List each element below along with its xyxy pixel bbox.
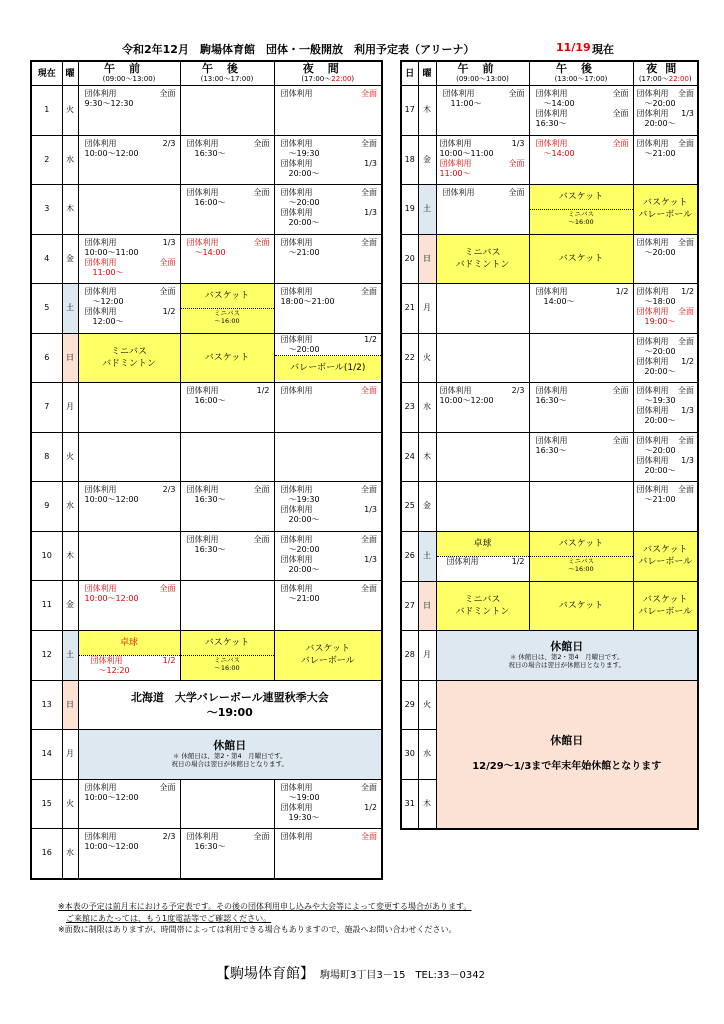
year-end-closed-cell bbox=[436, 680, 698, 829]
morning-cell: 団体利用 全面 10:00～12:00 bbox=[78, 581, 180, 631]
morning-cell: 団体利用 全面 ～12:00 団体利用 1/2 12:00～ bbox=[78, 284, 180, 334]
day-row-27 bbox=[401, 581, 698, 631]
table-header-row bbox=[401, 61, 698, 86]
night-cell: 団体利用 全面 ～21:00 bbox=[274, 234, 382, 284]
day-row-19 bbox=[401, 185, 698, 235]
day-number: 8 bbox=[31, 432, 62, 482]
night-cell: バスケット バレーボール bbox=[633, 581, 698, 631]
schedule-table-right bbox=[400, 60, 699, 830]
weekday: 金 bbox=[62, 234, 78, 284]
day-number: 9 bbox=[31, 482, 62, 532]
notes bbox=[58, 901, 471, 936]
night-cell: 団体利用 全面 ～21:00 bbox=[633, 135, 698, 185]
year-end-note: 12/29～1/3まで年末年始休館となります bbox=[472, 761, 662, 773]
day-row-4 bbox=[31, 234, 382, 284]
closed-title: 休館日 bbox=[213, 739, 247, 753]
table-header-row bbox=[31, 61, 382, 86]
day-row-25 bbox=[401, 482, 698, 532]
day-number: 2 bbox=[31, 135, 62, 185]
day-row-10 bbox=[31, 531, 382, 581]
night-cell: 団体利用 全面 ～19:30 団体利用 1/3 20:00～ bbox=[274, 135, 382, 185]
day-row-9 bbox=[31, 482, 382, 532]
day-number: 12 bbox=[31, 630, 62, 680]
night-cell: 団体利用 全面 ～20:00 団体利用 1/2 20:00～ bbox=[633, 333, 698, 383]
weekday: 日 bbox=[62, 680, 78, 730]
weekday: 日 bbox=[418, 234, 436, 284]
weekday: 土 bbox=[62, 284, 78, 334]
header-afternoon: 午後 (13:00～17:00) bbox=[529, 61, 633, 86]
as-of-label: 現在 bbox=[592, 43, 614, 56]
weekday: 水 bbox=[418, 730, 436, 780]
weekday: 土 bbox=[62, 630, 78, 680]
header-morning: 午前 (09:00～13:00) bbox=[436, 61, 529, 86]
weekday: 木 bbox=[62, 185, 78, 235]
day-number: 15 bbox=[31, 779, 62, 829]
day-row-1 bbox=[31, 86, 382, 136]
weekday: 火 bbox=[62, 779, 78, 829]
afternoon-cell bbox=[529, 482, 633, 532]
day-number: 10 bbox=[31, 531, 62, 581]
day-number: 3 bbox=[31, 185, 62, 235]
weekday: 金 bbox=[418, 482, 436, 532]
morning-cell bbox=[436, 333, 529, 383]
weekday: 水 bbox=[62, 135, 78, 185]
day-row-6 bbox=[31, 333, 382, 383]
afternoon-cell: 団体利用 全面 ～14:00 bbox=[180, 234, 274, 284]
footer bbox=[216, 963, 485, 983]
day-number: 23 bbox=[401, 383, 418, 433]
day-number: 21 bbox=[401, 284, 418, 334]
day-row-3 bbox=[31, 185, 382, 235]
afternoon-cell: 団体利用 全面 ～14:00 bbox=[529, 135, 633, 185]
day-row-20 bbox=[401, 234, 698, 284]
afternoon-cell bbox=[180, 86, 274, 136]
afternoon-cell: バスケット ミニバス ～16:00 bbox=[529, 185, 633, 235]
weekday: 月 bbox=[62, 383, 78, 433]
note-line-1: ※本表の予定は前月末における予定表です。その後の団体利用申し込みや大会等によって変更する場合があります。 bbox=[58, 902, 472, 911]
morning-cell: 団体利用 1/3 10:00～11:00 団体利用 全面 11:00～ bbox=[78, 234, 180, 284]
afternoon-cell: バスケット bbox=[529, 581, 633, 631]
weekday: 火 bbox=[418, 333, 436, 383]
day-number: 28 bbox=[401, 631, 418, 681]
afternoon-cell: 団体利用 1/2 16:00～ bbox=[180, 383, 274, 433]
morning-cell bbox=[436, 432, 529, 482]
day-number: 30 bbox=[401, 730, 418, 780]
day-row-24 bbox=[401, 432, 698, 482]
header-night: 夜間 (17:00～22:00) bbox=[274, 61, 382, 86]
afternoon-cell: バスケット bbox=[529, 234, 633, 284]
morning-cell: 団体利用 全面 9:30～12:30 bbox=[78, 86, 180, 136]
basketball-slot: バスケット bbox=[181, 284, 274, 309]
morning-cell: 団体利用 全面 11:00～ bbox=[436, 86, 529, 136]
night-cell bbox=[274, 432, 382, 482]
morning-cell: 団体利用 2/3 10:00～12:00 bbox=[78, 482, 180, 532]
weekday: 月 bbox=[418, 284, 436, 334]
day-number: 5 bbox=[31, 284, 62, 334]
weekday: 火 bbox=[62, 86, 78, 136]
night-cell: バスケット バレーボール bbox=[274, 630, 382, 680]
day-number: 29 bbox=[401, 680, 418, 730]
weekday: 水 bbox=[418, 383, 436, 433]
event-title: 北海道 大学バレーボール連盟秋季大会 bbox=[130, 690, 329, 704]
day-row-22 bbox=[401, 333, 698, 383]
day-row-7 bbox=[31, 383, 382, 433]
morning-cell bbox=[436, 482, 529, 532]
afternoon-cell: 団体利用 全面 ～14:00 団体利用 全面 16:30～ bbox=[529, 86, 633, 136]
afternoon-cell: 団体利用 全面 16:30～ bbox=[529, 383, 633, 433]
night-cell: 団体利用 全面 18:00～21:00 bbox=[274, 284, 382, 334]
basketball-slot: バスケット bbox=[181, 631, 274, 656]
day-number: 27 bbox=[401, 581, 418, 631]
afternoon-cell: 団体利用 全面 16:30～ bbox=[180, 135, 274, 185]
header-weekday: 曜 bbox=[418, 61, 436, 86]
basketball-slot: バスケット bbox=[530, 185, 633, 210]
afternoon-cell bbox=[180, 581, 274, 631]
morning-cell bbox=[436, 284, 529, 334]
day-row-29 bbox=[401, 680, 698, 730]
weekday: 木 bbox=[62, 531, 78, 581]
day-number: 7 bbox=[31, 383, 62, 433]
weekday: 火 bbox=[62, 432, 78, 482]
header-weekday: 曜 bbox=[62, 61, 78, 86]
night-cell: バスケット バレーボール bbox=[633, 531, 698, 581]
day-row-13 bbox=[31, 680, 382, 730]
afternoon-cell: 団体利用 1/2 14:00～ bbox=[529, 284, 633, 334]
morning-cell: 団体利用 全面 bbox=[436, 185, 529, 235]
night-cell: 団体利用 全面 ～20:00 団体利用 1/3 20:00～ bbox=[633, 86, 698, 136]
year-end-title: 休館日 bbox=[550, 734, 584, 748]
day-number: 25 bbox=[401, 482, 418, 532]
day-number: 24 bbox=[401, 432, 418, 482]
night-cell: 団体利用 1/2 ～18:00 団体利用 全面 19:00～ bbox=[633, 284, 698, 334]
note-line-3: ※面数に制限はありますが、時間帯によっては利用できる場合もありますので、施設へお問い合わせください。 bbox=[58, 925, 457, 934]
morning-cell bbox=[78, 185, 180, 235]
day-number: 18 bbox=[401, 135, 418, 185]
day-row-28 bbox=[401, 631, 698, 681]
weekday: 木 bbox=[418, 432, 436, 482]
weekday: 木 bbox=[418, 86, 436, 136]
weekday: 日 bbox=[62, 333, 78, 383]
morning-cell: 団体利用 2/3 10:00～12:00 bbox=[78, 135, 180, 185]
night-cell: 団体利用 全面 ～20:00 bbox=[633, 234, 698, 284]
weekday: 土 bbox=[418, 185, 436, 235]
day-number: 31 bbox=[401, 779, 418, 829]
night-cell: 団体利用 全面 ～19:30 団体利用 1/3 20:00～ bbox=[274, 482, 382, 532]
day-number: 22 bbox=[401, 333, 418, 383]
table-tennis-slot: 卓球 bbox=[437, 532, 529, 557]
day-row-5 bbox=[31, 284, 382, 334]
night-cell: 団体利用 全面 bbox=[274, 86, 382, 136]
day-number: 4 bbox=[31, 234, 62, 284]
day-row-26 bbox=[401, 531, 698, 581]
day-number: 11 bbox=[31, 581, 62, 631]
afternoon-cell: バスケット ミニバス ～16:00 bbox=[180, 284, 274, 334]
day-row-21 bbox=[401, 284, 698, 334]
event-time: ～19:00 bbox=[206, 705, 253, 719]
afternoon-cell: バスケット bbox=[180, 333, 274, 383]
morning-cell: 卓球 団体利用 1/2 ～12:20 bbox=[78, 630, 180, 680]
afternoon-cell: バスケット ミニバス ～16:00 bbox=[529, 531, 633, 581]
day-row-18 bbox=[401, 135, 698, 185]
weekday: 水 bbox=[62, 482, 78, 532]
header-afternoon: 午後 (13:00～17:00) bbox=[180, 61, 274, 86]
night-cell: バスケット バレーボール bbox=[633, 185, 698, 235]
facility-name: 【駒場体育館】 bbox=[216, 966, 314, 982]
weekday: 水 bbox=[62, 829, 78, 879]
day-number: 1 bbox=[31, 86, 62, 136]
afternoon-cell bbox=[180, 432, 274, 482]
weekday: 金 bbox=[62, 581, 78, 631]
day-row-11 bbox=[31, 581, 382, 631]
day-row-15 bbox=[31, 779, 382, 829]
day-row-8 bbox=[31, 432, 382, 482]
morning-cell: ミニバス バドミントン bbox=[78, 333, 180, 383]
afternoon-cell: 団体利用 全面 16:30～ bbox=[180, 829, 274, 879]
day-row-12 bbox=[31, 630, 382, 680]
day-number: 19 bbox=[401, 185, 418, 235]
day-number: 13 bbox=[31, 680, 62, 730]
night-cell: 団体利用 全面 ～20:00 団体利用 1/3 20:00～ bbox=[274, 185, 382, 235]
weekday: 金 bbox=[418, 135, 436, 185]
afternoon-cell: 団体利用 全面 16:30～ bbox=[529, 432, 633, 482]
morning-cell: 卓球 団体利用 1/2 bbox=[436, 531, 529, 581]
morning-cell bbox=[78, 432, 180, 482]
day-row-14 bbox=[31, 730, 382, 780]
afternoon-cell: 団体利用 全面 16:00～ bbox=[180, 185, 274, 235]
table-tennis-slot: 卓球 bbox=[79, 631, 180, 656]
day-number: 14 bbox=[31, 730, 62, 780]
night-cell: 団体利用 全面 ～21:00 bbox=[633, 482, 698, 532]
day-number: 20 bbox=[401, 234, 418, 284]
night-cell: 団体利用 全面 ～20:00 団体利用 1/3 20:00～ bbox=[633, 432, 698, 482]
weekday: 日 bbox=[418, 581, 436, 631]
afternoon-cell: バスケット ミニバス ～16:00 bbox=[180, 630, 274, 680]
day-number: 16 bbox=[31, 829, 62, 879]
header-night: 夜間 (17:00～22:00) bbox=[633, 61, 698, 86]
night-cell: 団体利用 全面 ～20:00 団体利用 1/3 20:00～ bbox=[274, 531, 382, 581]
day-number: 26 bbox=[401, 531, 418, 581]
closed-title: 休館日 bbox=[550, 640, 584, 654]
closed-cell: 休館日 ＊ 休館日は、第2・第4 月曜日です。 祝日の場合は翌日が休館日となります。 bbox=[436, 631, 698, 681]
weekday: 月 bbox=[62, 730, 78, 780]
weekday: 月 bbox=[418, 631, 436, 681]
afternoon-cell: 団体利用 全面 16:30～ bbox=[180, 531, 274, 581]
facility-address: 駒場町3丁目3－15 TEL:33－0342 bbox=[320, 970, 485, 981]
night-cell: 団体利用 1/2 ～20:00 バレーボール(1/2) bbox=[274, 333, 382, 383]
morning-cell: 団体利用 1/3 10:00～11:00 団体利用 全面 11:00～ bbox=[436, 135, 529, 185]
night-cell: 団体利用 全面 ～21:00 bbox=[274, 581, 382, 631]
night-cell: 団体利用 全面 bbox=[274, 383, 382, 433]
night-cell: 団体利用 全面 bbox=[274, 829, 382, 879]
weekday: 土 bbox=[418, 531, 436, 581]
morning-cell: ミニバス バドミントン bbox=[436, 234, 529, 284]
event-cell bbox=[78, 680, 382, 730]
night-cell: 団体利用 全面 ～19:00 団体利用 1/2 19:30～ bbox=[274, 779, 382, 829]
header-morning: 午前 (09:00～13:00) bbox=[78, 61, 180, 86]
basketball-slot: バスケット bbox=[530, 532, 633, 557]
closed-cell: 休館日 ＊ 休館日は、第2・第4 月曜日です。 祝日の場合は翌日が休館日となります。 bbox=[78, 730, 382, 780]
morning-cell bbox=[78, 383, 180, 433]
header-day: 日 bbox=[401, 61, 418, 86]
day-row-2 bbox=[31, 135, 382, 185]
weekday: 火 bbox=[418, 680, 436, 730]
day-row-17 bbox=[401, 86, 698, 136]
morning-cell bbox=[78, 531, 180, 581]
day-row-16 bbox=[31, 829, 382, 879]
afternoon-cell: 団体利用 全面 16:30～ bbox=[180, 482, 274, 532]
day-row-23 bbox=[401, 383, 698, 433]
night-cell: 団体利用 全面 ～19:30 団体利用 1/3 20:00～ bbox=[633, 383, 698, 433]
schedule-table-left bbox=[30, 60, 383, 880]
afternoon-cell bbox=[180, 779, 274, 829]
morning-cell: ミニバス バドミントン bbox=[436, 581, 529, 631]
day-number: 6 bbox=[31, 333, 62, 383]
page-title: 令和2年12月 駒場体育館 団体・一般開放 利用予定表（アリーナ） bbox=[122, 43, 475, 56]
afternoon-cell bbox=[529, 333, 633, 383]
page-title-bar bbox=[0, 41, 724, 57]
day-number: 17 bbox=[401, 86, 418, 136]
weekday: 木 bbox=[418, 779, 436, 829]
as-of-date: 11/19 bbox=[556, 41, 591, 54]
morning-cell: 団体利用 全面 10:00～12:00 bbox=[78, 779, 180, 829]
header-now: 現在 bbox=[31, 61, 62, 86]
morning-cell: 団体利用 2/3 10:00～12:00 bbox=[436, 383, 529, 433]
morning-cell: 団体利用 2/3 10:00～12:00 bbox=[78, 829, 180, 879]
note-line-2: ご来館にあたっては、もう1度電話等でご確認ください。 bbox=[66, 913, 272, 923]
